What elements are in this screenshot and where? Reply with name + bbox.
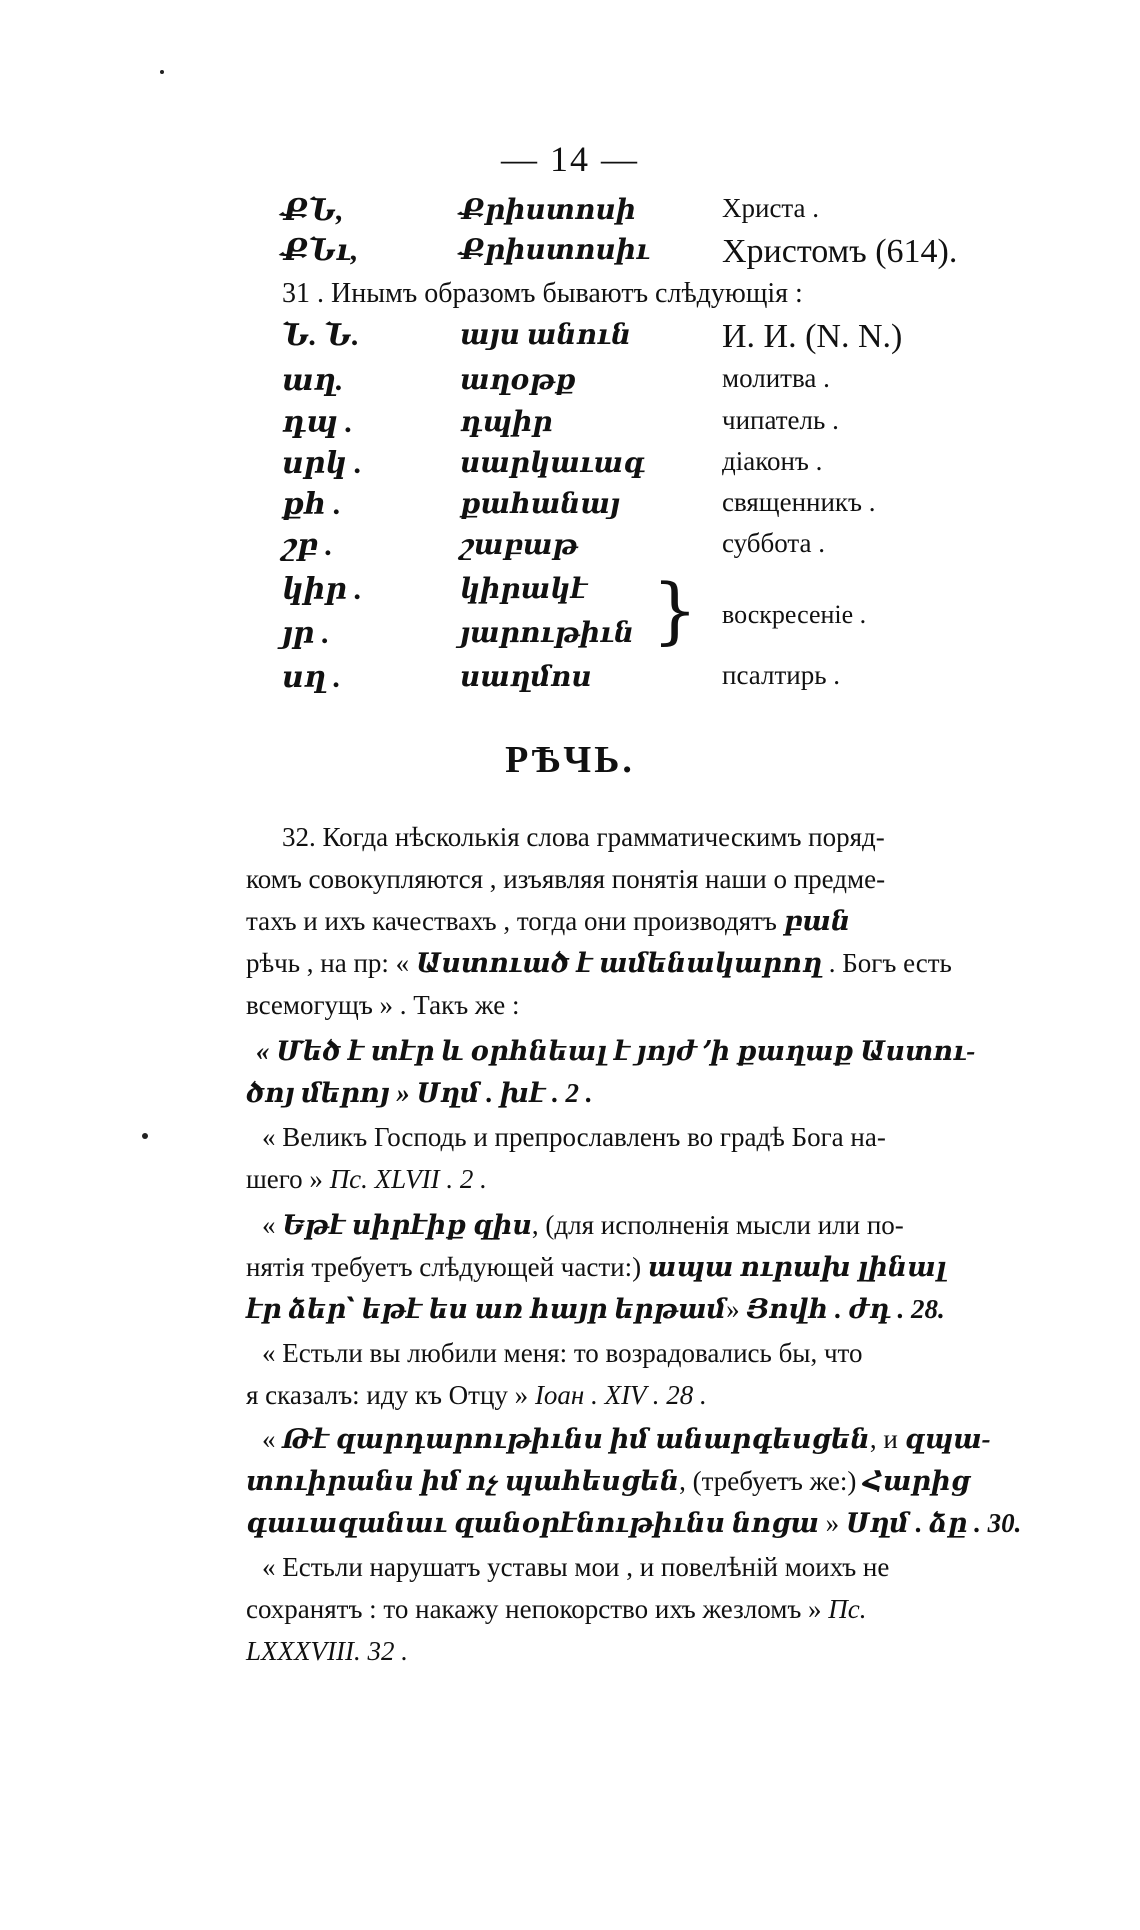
armenian-text: Աստուած է ամենակարող	[415, 948, 823, 978]
margin-speck	[160, 70, 164, 74]
citation: Пс. XLVII . 2 .	[329, 1164, 487, 1194]
russian-word: молитва .	[722, 363, 830, 393]
text: нятія требуетъ слѣдующей части:)	[246, 1252, 648, 1282]
armenian-word: սաղմոս	[460, 662, 592, 693]
section-heading: РѢЧЬ.	[505, 739, 635, 781]
armenian-quote-line	[262, 1210, 1032, 1241]
armenian-word: դպիր	[460, 407, 553, 438]
text: шего »	[246, 1164, 330, 1194]
abbrev-row	[0, 318, 1140, 362]
citation: Пс.	[828, 1594, 867, 1624]
armenian-word: սարկաւագ	[460, 448, 645, 479]
russian-word: Христомъ (614).	[722, 233, 958, 270]
armenian-word: յարութիւն	[460, 618, 634, 649]
armenian-quote-line: « Մեծ է տէր և օրհնեալ է յոյժ ՚ի քաղաք Աստու-	[256, 1036, 976, 1066]
abbrev: ՔՆ,	[282, 194, 344, 227]
russian-word: псалтирь .	[722, 660, 841, 690]
text: рѣчь , на пр: «	[246, 948, 416, 978]
abbrev: սղ .	[282, 661, 341, 694]
armenian-word: կիրակէ	[460, 574, 588, 605]
armenian-word: քահանայ	[460, 489, 620, 520]
section-31-text: 31 . Инымъ образомъ бываютъ слѣдующія :	[282, 278, 803, 309]
armenian-quote-line	[246, 1508, 1022, 1539]
abbrev-row	[0, 405, 1140, 449]
text: я сказалъ: иду къ Отцу »	[246, 1380, 535, 1410]
abbrev: քհ .	[282, 488, 342, 521]
translation-line	[246, 1164, 1016, 1195]
text: »	[818, 1508, 846, 1538]
armenian-text: Թէ զարդարութիւնս իմ անարգեսցեն	[282, 1424, 870, 1454]
margin-speck	[142, 1133, 148, 1139]
page-number: — 14 —	[501, 139, 639, 179]
abbrev: սրկ .	[282, 447, 362, 480]
armenian-word: շաբաթ	[460, 530, 578, 561]
abbrev-row	[0, 233, 1140, 277]
text: сохранятъ : то накажу непокорство ихъ жезломъ »	[246, 1594, 829, 1624]
armenian-text: տուիրանս իմ ոչ պահեսցեն	[246, 1466, 680, 1496]
citation: Սղմ . խէ . 2 .	[416, 1078, 593, 1108]
text: , (для исполненія мысли или по-	[531, 1210, 904, 1240]
text: «	[262, 1210, 283, 1240]
russian-word: чипатель .	[722, 405, 839, 435]
abbrev: աղ.	[282, 364, 344, 397]
armenian-word: Քրիստոսիւ	[460, 235, 650, 266]
abbrev: կիր .	[282, 573, 362, 606]
paragraph-line: комъ совокупляются , изъявляя понятія наши о предме-	[246, 864, 886, 894]
citation: Յովհ . ժդ . 28.	[746, 1294, 945, 1324]
paragraph-line: 32. Когда нѣсколькія слова грамматическимъ поряд-	[282, 822, 885, 852]
armenian-word: այս անուն	[460, 320, 632, 351]
abbrev-row	[0, 363, 1140, 407]
armenian-word: Քրիստոսի	[460, 195, 637, 226]
abbrev-row	[0, 487, 1140, 531]
armenian-text: գաւազանաւ զանօրէնութիւնս նոցա	[246, 1508, 819, 1538]
text: тахъ и ихъ качествахъ , тогда они производятъ	[246, 906, 784, 936]
russian-word: И. И. (N. N.)	[722, 318, 903, 355]
citation: Սղմ . ձը . 30.	[845, 1508, 1022, 1538]
abbrev-row	[0, 528, 1140, 572]
armenian-text: էր ձեր՝ եթէ ես առ հայր երթամ	[246, 1294, 727, 1324]
russian-word: Христа .	[722, 193, 820, 223]
paragraph-line	[246, 948, 1016, 979]
abbrev: ՔՆւ,	[282, 234, 359, 267]
armenian-text: Եթէ սիրէիք զիս	[282, 1210, 532, 1240]
paragraph-line	[246, 906, 1016, 937]
translation-line: « Естьли нарушатъ уставы мои , и повелѣній моихъ не	[262, 1552, 890, 1582]
armenian-quote-line	[246, 1078, 1016, 1109]
armenian-text: զպա-	[904, 1424, 991, 1454]
text: . Богъ есть	[822, 948, 952, 978]
abbrev-row	[0, 572, 1140, 616]
translation-line: LXXXVIII. 32 .	[246, 1636, 408, 1666]
russian-word: воскресеніе .	[722, 600, 867, 629]
armenian-quote-line	[262, 1424, 1032, 1455]
curly-brace: }	[652, 568, 698, 652]
armenian-text: բան	[783, 906, 851, 936]
abbrev: յր .	[282, 617, 330, 650]
abbrev: դպ .	[282, 406, 353, 439]
armenian-text: Հարից	[863, 1466, 970, 1496]
armenian-word: աղօթք	[460, 365, 576, 396]
abbrev: Ն. Ն.	[282, 319, 360, 352]
russian-word: діаконъ .	[722, 446, 823, 476]
text: »	[726, 1294, 747, 1324]
abbrev-row	[0, 446, 1140, 490]
text: , (требуетъ же:)	[679, 1466, 864, 1496]
armenian-quote-line	[246, 1252, 1016, 1283]
translation-line	[246, 1594, 1016, 1625]
translation-line: « Естьли вы любили меня: то возрадовались бы, что	[262, 1338, 863, 1368]
armenian-text: ապա ուրախ լինալ	[647, 1252, 947, 1282]
abbrev: շբ .	[282, 529, 333, 562]
paragraph-line: всемогущъ » . Такъ же :	[246, 990, 520, 1020]
text: «	[262, 1424, 283, 1454]
translation-line: « Великъ Господь и препрославленъ во градѣ Бога на-	[262, 1122, 886, 1152]
translation-line	[246, 1380, 1016, 1411]
text: , и	[869, 1424, 905, 1454]
russian-word: священникъ .	[722, 487, 876, 517]
abbrev-row	[0, 193, 1140, 237]
section-31	[0, 278, 1140, 322]
armenian-text: ծոյ մերոյ »	[246, 1078, 417, 1108]
russian-word: суббота .	[722, 528, 826, 558]
armenian-quote-line	[246, 1294, 1016, 1325]
abbrev-row	[0, 660, 1140, 704]
abbrev-row	[0, 616, 1140, 660]
armenian-quote-line	[246, 1466, 1016, 1497]
citation: Іоан . XIV . 28 .	[534, 1380, 707, 1410]
